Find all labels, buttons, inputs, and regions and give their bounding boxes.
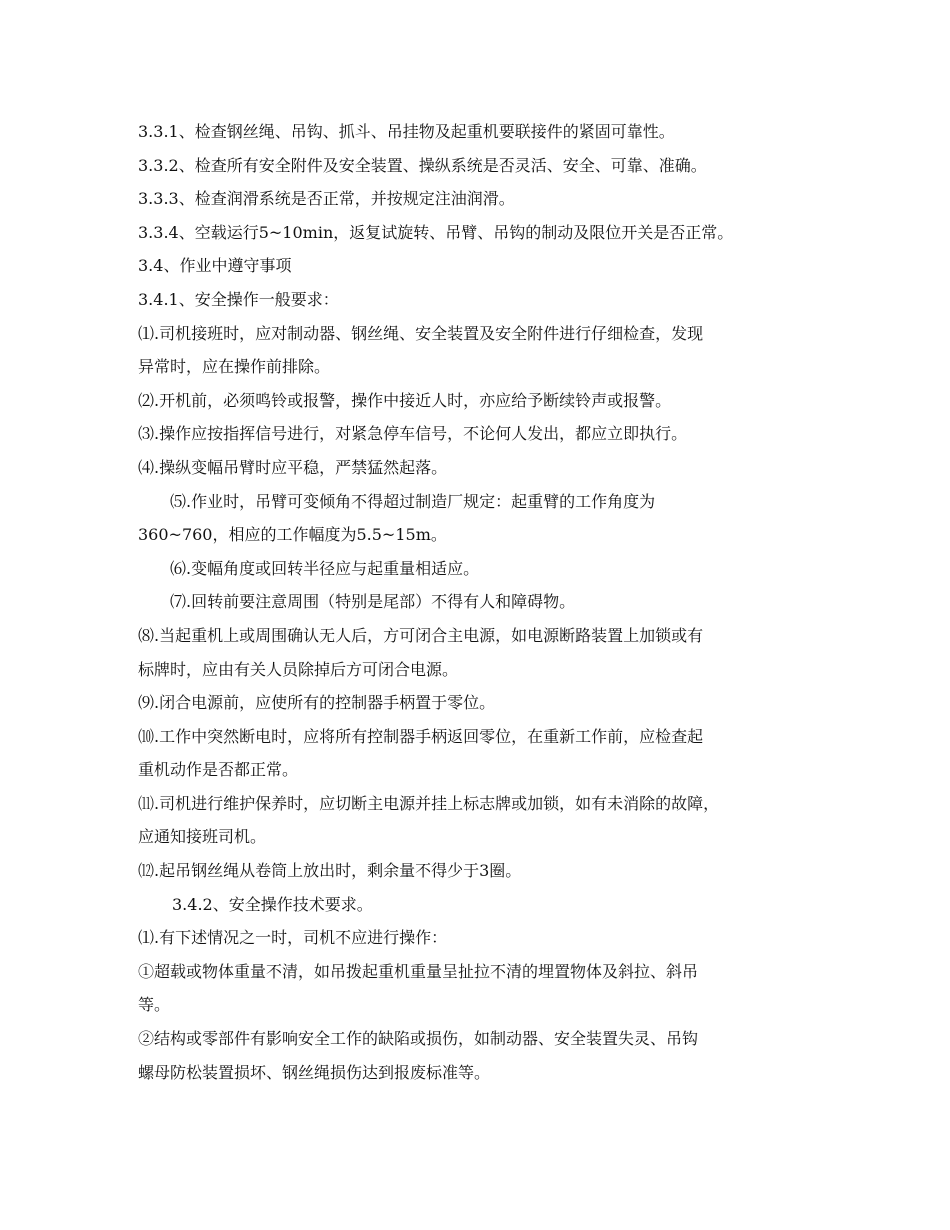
- paragraph-line: 3.3.4、空载运行5~10min，返复试旋转、吊臂、吊钩的制动及限位开关是否正常。: [138, 222, 734, 242]
- paragraph-line: ⑼.闭合电源前，应使所有的控制器手柄置于零位。: [138, 693, 496, 713]
- paragraph-line: 3.3.2、检查所有安全附件及安全装置、操纵系统是否灵活、安全、可靠、准确。: [138, 155, 707, 175]
- paragraph-line: 应通知接班司机。: [138, 827, 267, 847]
- paragraph-line: 重机动作是否都正常。: [138, 760, 299, 780]
- paragraph-line: ⑸.作业时，吊臂可变倾角不得超过制造厂规定：起重臂的工作角度为: [170, 491, 656, 511]
- paragraph-line: ⑾.司机进行维护保养时，应切断主电源并挂上标志牌或加锁，如有未消除的故障，: [138, 793, 720, 813]
- paragraph-line: ⑵.开机前，必须鸣铃或报警，操作中接近人时，亦应给予断续铃声或报警。: [138, 390, 672, 410]
- subsection-heading: 3.4.2、安全操作技术要求。: [172, 894, 373, 914]
- paragraph-line: 3.3.1、检查钢丝绳、吊钩、抓斗、吊挂物及起重机要联接件的紧固可靠性。: [138, 122, 675, 141]
- paragraph-line: ①超载或物体重量不清，如吊拨起重机重量呈扯拉不清的埋置物体及斜拉、斜吊: [138, 961, 699, 981]
- paragraph-line: ⑷.操纵变幅吊臂时应平稳，严禁猛然起落。: [138, 457, 448, 477]
- paragraph-line: 标牌时，应由有关人员除掉后方可闭合电源。: [138, 659, 459, 679]
- paragraph-line: 等。: [138, 995, 171, 1015]
- paragraph-line: ⑺.回转前要注意周围（特别是尾部）不得有人和障碍物。: [170, 592, 576, 612]
- paragraph-line: ⑹.变幅角度或回转半径应与起重量相适应。: [170, 558, 480, 578]
- paragraph-line: ⑻.当起重机上或周围确认无人后，方可闭合主电源，如电源断路装置上加锁或有: [138, 625, 704, 645]
- paragraph-line: ⑿.起吊钢丝绳从卷筒上放出时，剩余量不得少于3圈。: [138, 861, 522, 881]
- paragraph-line: ⑽.工作中突然断电时，应将所有控制器手柄返回零位，在重新工作前，应检查起: [138, 726, 704, 746]
- paragraph-line: 异常时，应在操作前排除。: [138, 357, 331, 377]
- paragraph-line: ⑶.操作应按指挥信号进行，对紧急停车信号，不论何人发出，都应立即执行。: [138, 424, 688, 444]
- section-heading: 3.4、作业中遵守事项: [138, 256, 292, 276]
- document-body: [138, 115, 828, 1089]
- paragraph-line: ②结构或零部件有影响安全工作的缺陷或损伤，如制动器、安全装置失灵、吊钩: [138, 1029, 699, 1049]
- subsection-heading: 3.4.1、安全操作一般要求：: [138, 289, 339, 309]
- paragraph-line: 360~760，相应的工作幅度为5.5~15m。: [138, 525, 447, 545]
- paragraph-line: 3.3.3、检查润滑系统是否正常，并按规定注油润滑。: [138, 189, 515, 209]
- paragraph-line: ⑴.司机接班时，应对制动器、钢丝绳、安全装置及安全附件进行仔细检查，发现: [138, 323, 704, 343]
- paragraph-line: 螺母防松装置损坏、钢丝绳损伤达到报废标准等。: [138, 1062, 491, 1082]
- paragraph-line: ⑴.有下述情况之一时，司机不应进行操作：: [138, 928, 448, 948]
